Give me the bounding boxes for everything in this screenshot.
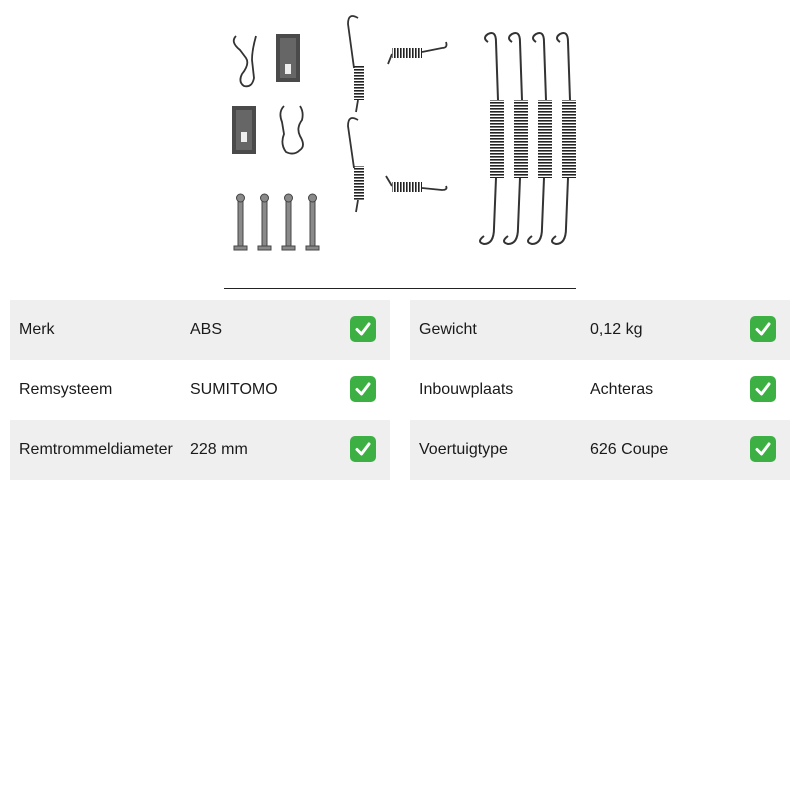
clip-plate-1 [276,34,300,82]
spec-label: Remtrommeldiameter [19,441,173,458]
spec-label: Inbouwplaats [419,381,514,398]
clip-plate-2 [232,106,256,154]
spring-small-vertical-2 [348,118,364,212]
spec-label: Gewicht [419,321,477,338]
spring-small-horizontal-1 [388,42,447,64]
spec-table-left [10,300,390,480]
spec-label: Remsysteem [19,381,113,398]
check-icon [350,376,376,402]
spec-row-remsysteem [10,360,390,420]
spec-value: 626 Coupe [590,441,669,458]
clip-wire-1 [234,36,256,86]
spec-row-gewicht [410,300,790,360]
spec-value: SUMITOMO [190,381,278,398]
product-image [220,0,580,260]
spec-row-inbouwplaats [410,360,790,420]
spring-small-horizontal-2 [386,176,447,192]
check-icon [750,436,776,462]
spec-row-voertuigtype [410,420,790,480]
check-icon [750,316,776,342]
check-icon [750,376,776,402]
spec-row-merk [10,300,390,360]
pins [234,194,319,250]
spring-long-4-coil [562,100,576,178]
spring-small-vertical-1 [348,16,364,112]
spring-long-3-coil [538,100,552,178]
image-divider [224,288,576,289]
spec-label: Merk [19,321,55,338]
spec-value: 228 mm [190,441,248,458]
clip-wire-2 [280,106,303,154]
check-icon [350,316,376,342]
check-icon [350,436,376,462]
spec-row-remtrommeldiameter [10,420,390,480]
spec-value: ABS [190,321,223,338]
spec-table-right [410,300,790,480]
spec-label: Voertuigtype [419,441,508,458]
spec-value: 0,12 kg [590,321,643,338]
spec-value: Achteras [590,381,654,398]
spring-long-2-coil [514,100,528,178]
spring-long-1-coil [490,100,504,178]
